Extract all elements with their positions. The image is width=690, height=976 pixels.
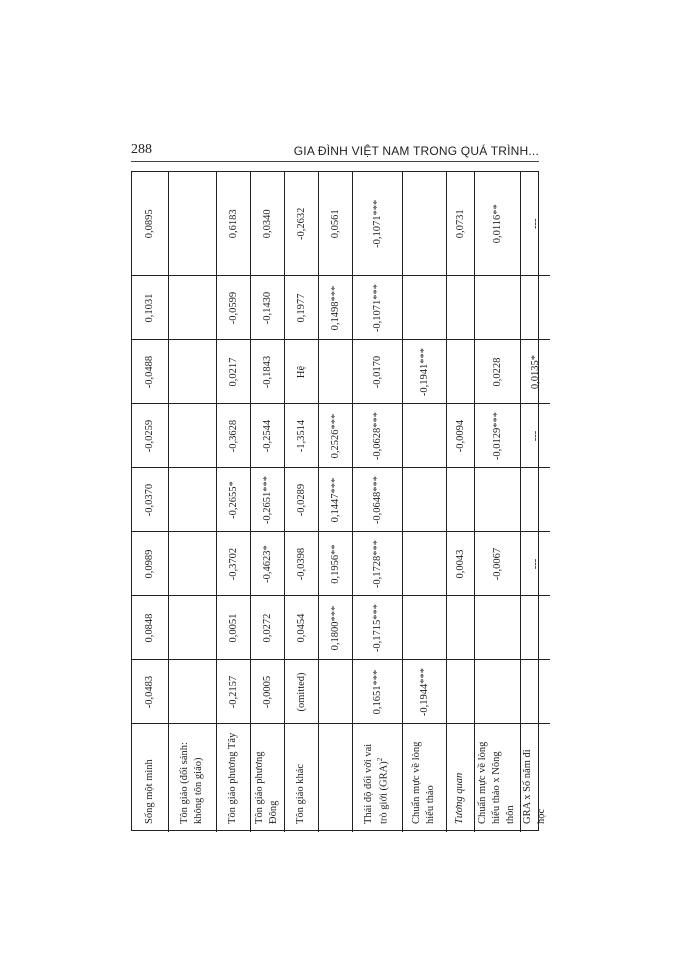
row-label <box>318 724 352 832</box>
table-cell: -0,1715*** <box>352 596 402 660</box>
table-row <box>352 172 402 832</box>
running-title: GIA ĐÌNH VIỆT NAM TRONG QUÁ TRÌNH... <box>293 144 539 158</box>
table-cell: -0,2544 <box>250 404 284 468</box>
row-label <box>520 724 550 832</box>
table-cell <box>474 596 520 660</box>
table-row <box>318 172 352 832</box>
row-label <box>474 724 520 832</box>
table-cell: -0,0370 <box>132 468 168 532</box>
table-cell <box>168 404 216 468</box>
table-body <box>132 172 550 832</box>
table-cell <box>520 596 550 660</box>
table-cell <box>168 596 216 660</box>
table-cell: -0,0398 <box>284 532 318 596</box>
table-cell: -0,1071*** <box>352 276 402 340</box>
table-cell <box>474 660 520 724</box>
table-cell: -0,1941*** <box>402 340 446 404</box>
table-cell: -0,1728*** <box>352 532 402 596</box>
table-cell: -0,0094 <box>446 404 474 468</box>
table-cell: (omitted) <box>284 660 318 724</box>
row-label <box>352 724 402 832</box>
table-cell <box>402 172 446 276</box>
table-cell: 0,0272 <box>250 596 284 660</box>
table-cell <box>474 276 520 340</box>
table-cell: 0,1800*** <box>318 596 352 660</box>
table-cell <box>446 596 474 660</box>
table-cell: 0,0731 <box>454 209 466 239</box>
regression-table-frame <box>131 171 548 831</box>
table-cell <box>402 276 446 340</box>
row-label <box>402 724 446 832</box>
table-cell: -0,0067 <box>474 532 520 596</box>
row-label-text: Tôn giáo phương Đông <box>253 751 279 824</box>
table-cell: 0,0051 <box>216 596 250 660</box>
row-label-text: Thái độ đối với vai trò giới (GRA) <box>363 743 390 824</box>
row-label-text: Chuẩn mực về lòng hiếu thảo <box>410 741 436 824</box>
table-row <box>402 172 446 832</box>
table-row <box>250 172 284 832</box>
table-cell <box>446 468 474 532</box>
table-row <box>520 172 550 832</box>
row-label-text: Sống một mình <box>143 759 155 824</box>
table-cell: --- <box>520 404 550 468</box>
table-cell: -1,3514 <box>284 404 318 468</box>
table-cell: 0,0340 <box>261 209 273 239</box>
table-row <box>132 172 168 832</box>
table-cell: -0,0129*** <box>474 404 520 468</box>
table-cell: 0,0454 <box>284 596 318 660</box>
row-label-text: Tôn giáo phương Tây <box>226 732 238 824</box>
row-label <box>250 724 284 832</box>
table-cell <box>402 596 446 660</box>
table-cell <box>168 172 216 276</box>
table-cell: 0,1447*** <box>318 468 352 532</box>
table-cell: -0,2157 <box>216 660 250 724</box>
row-label-text: GRA x Số năm đi học <box>522 749 548 824</box>
row-label-text: Chuẩn mực về lòng hiếu thảo x Nông thôn <box>476 741 517 824</box>
table-cell: -0,0289 <box>284 468 318 532</box>
table-cell: -0,0599 <box>216 276 250 340</box>
table-cell: -0,1430 <box>250 276 284 340</box>
table-cell: -0,4623* <box>250 532 284 596</box>
table-cell <box>318 340 352 404</box>
table-cell: 0,2526*** <box>318 404 352 468</box>
table-cell <box>446 660 474 724</box>
table-cell: -0,3628 <box>216 404 250 468</box>
table-cell <box>446 276 474 340</box>
table-row <box>216 172 250 832</box>
row-label <box>446 724 474 832</box>
table-cell <box>168 532 216 596</box>
table-cell: 0,0989 <box>132 532 168 596</box>
table-cell: -0,2655* <box>216 468 250 532</box>
header-rule <box>131 161 539 162</box>
row-label-text: Tôn giáo (đối sánh: không tôn giáo) <box>178 742 204 824</box>
table-cell: -0,1843 <box>250 340 284 404</box>
footnote-marker: 2 <box>376 757 385 762</box>
table-cell: -0,1944*** <box>402 660 446 724</box>
table-cell: Hệ <box>284 340 318 404</box>
table-cell <box>446 340 474 404</box>
table-cell <box>402 532 446 596</box>
table-row <box>284 172 318 832</box>
table-cell: -0,3702 <box>216 532 250 596</box>
table-cell: 0,0561 <box>329 209 341 239</box>
row-label-text: Tôn giáo khác <box>294 763 306 824</box>
table-cell <box>402 468 446 532</box>
table-cell: 0,0848 <box>132 596 168 660</box>
table-cell: -0,0170 <box>352 340 402 404</box>
table-cell: 0,0135* <box>520 340 550 404</box>
table-cell: 0,1651*** <box>352 660 402 724</box>
table-cell: --- <box>529 218 541 229</box>
table-cell: 0,1031 <box>132 276 168 340</box>
row-label <box>216 724 250 832</box>
table-cell: 0,0116** <box>491 204 503 244</box>
row-label-text: Tương quan <box>453 772 465 824</box>
table-cell: -0,0488 <box>132 340 168 404</box>
table-cell: 0,1956** <box>318 532 352 596</box>
table-cell: -0,0648*** <box>352 468 402 532</box>
table-cell: 0,0895 <box>144 209 156 239</box>
table-cell <box>168 340 216 404</box>
table-cell <box>168 276 216 340</box>
table-cell: --- <box>520 532 550 596</box>
table-cell: -0,0005 <box>250 660 284 724</box>
table-cell <box>168 468 216 532</box>
row-label <box>132 724 168 832</box>
regression-table <box>132 172 550 832</box>
table-cell: 0,0228 <box>474 340 520 404</box>
table-cell: 0,0217 <box>216 340 250 404</box>
table-cell: 0,6183 <box>227 209 239 239</box>
table-cell <box>318 660 352 724</box>
table-cell: -0,2632 <box>295 207 307 240</box>
table-cell: -0,0628*** <box>352 404 402 468</box>
table-cell <box>520 468 550 532</box>
table-row <box>474 172 520 832</box>
table-cell: 0,0043 <box>446 532 474 596</box>
table-cell <box>402 404 446 468</box>
table-cell <box>168 660 216 724</box>
row-label <box>284 724 318 832</box>
table-cell <box>474 468 520 532</box>
table-cell <box>520 660 550 724</box>
table-cell: -0,0259 <box>132 404 168 468</box>
table-row <box>446 172 474 832</box>
table-row <box>168 172 216 832</box>
table-cell: 0,1498*** <box>318 276 352 340</box>
table-cell <box>520 276 550 340</box>
table-cell: -0,0483 <box>132 660 168 724</box>
row-label <box>168 724 216 832</box>
table-cell: -0,2651*** <box>250 468 284 532</box>
rotated-table-container <box>132 172 548 832</box>
table-cell: 0,1977 <box>284 276 318 340</box>
page-number: 288 <box>131 142 152 157</box>
table-cell: -0,1071*** <box>371 199 383 248</box>
